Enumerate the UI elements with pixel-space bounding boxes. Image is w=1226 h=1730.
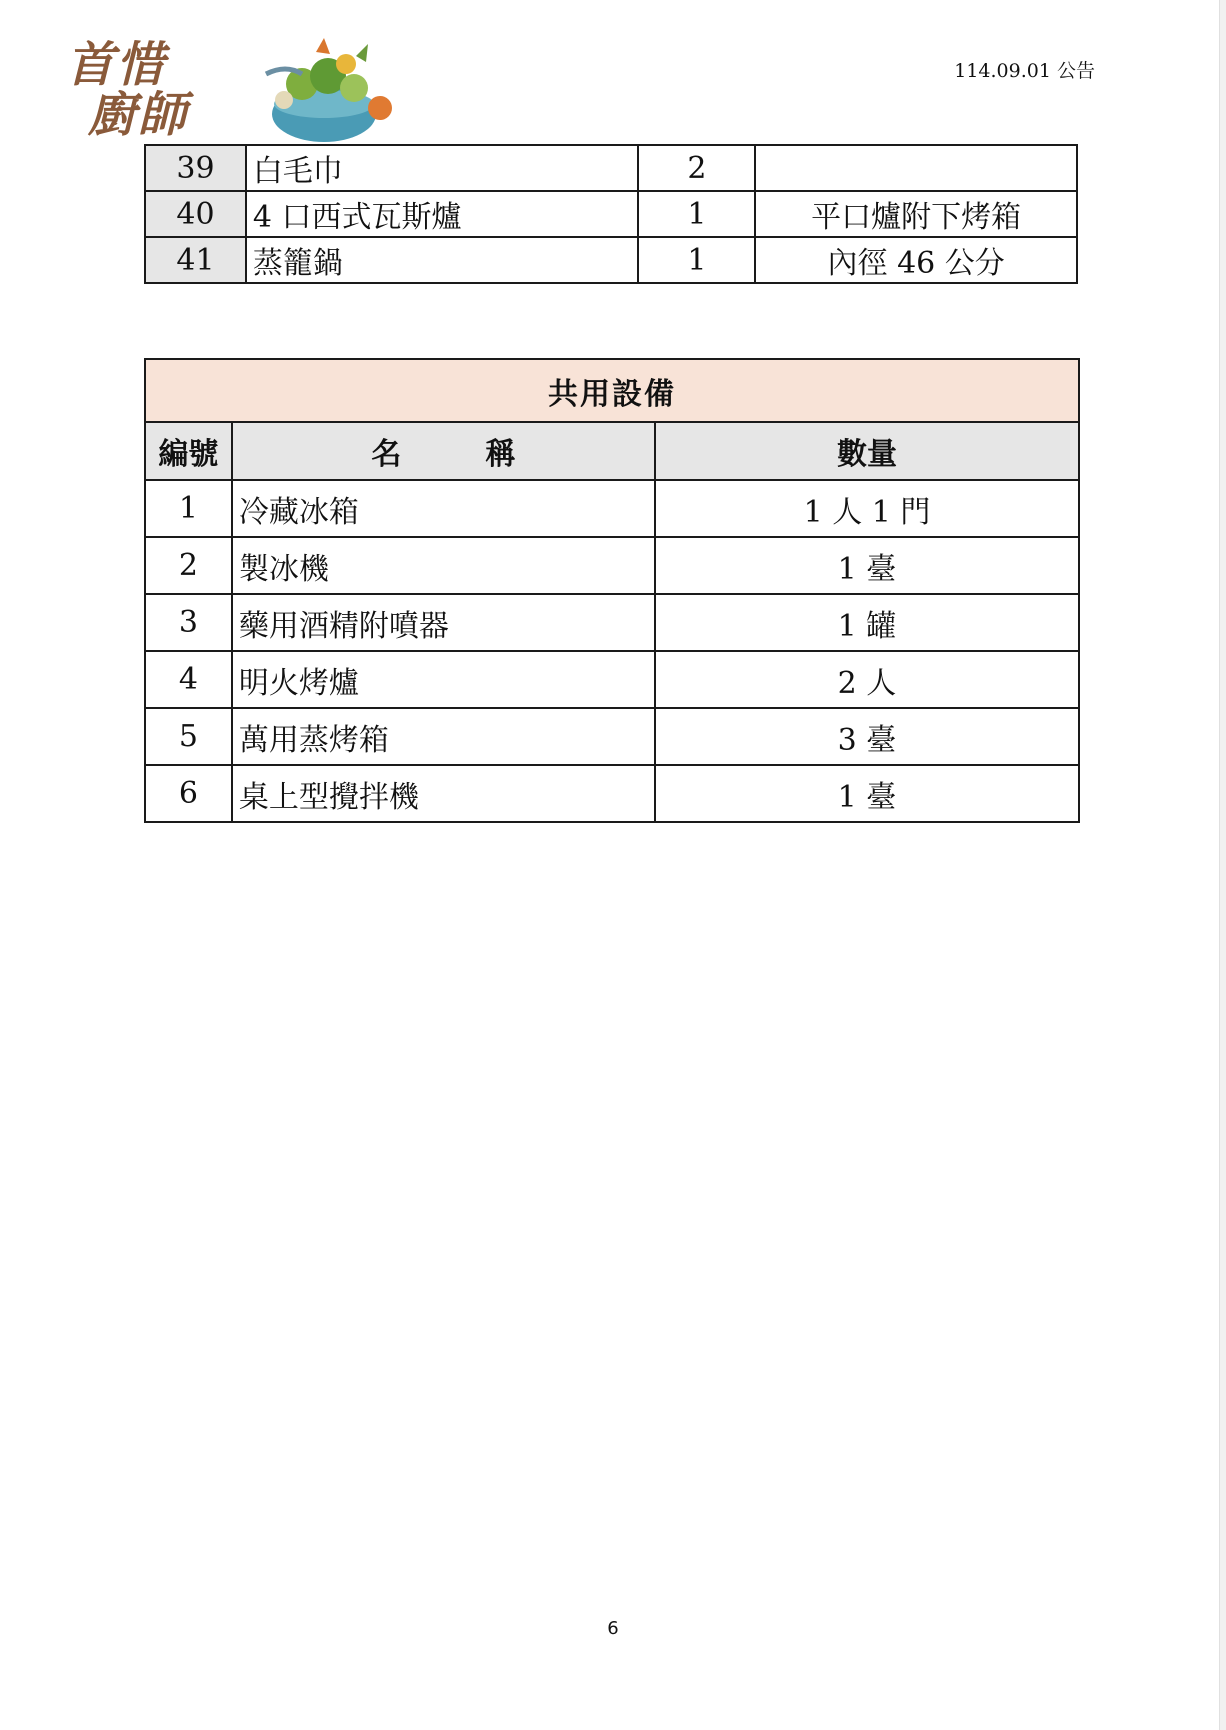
- row-number: 41: [145, 237, 246, 283]
- item-name: 製冰機: [232, 537, 655, 594]
- table-row: [145, 537, 1079, 594]
- item-quantity: 3 臺: [655, 708, 1079, 765]
- item-name: 萬用蒸烤箱: [232, 708, 655, 765]
- item-quantity: 2: [638, 145, 755, 191]
- logo: [66, 34, 336, 146]
- item-name: 桌上型攪拌機: [232, 765, 655, 822]
- row-number: 1: [145, 480, 232, 537]
- table-row: [145, 765, 1079, 822]
- row-number: 3: [145, 594, 232, 651]
- table-row: [145, 594, 1079, 651]
- item-name: 4 口西式瓦斯爐: [246, 191, 639, 237]
- table-title-row: [145, 359, 1079, 422]
- row-number: 39: [145, 145, 246, 191]
- item-quantity: 1 臺: [655, 537, 1079, 594]
- item-name: 蒸籠鍋: [246, 237, 639, 283]
- table-row: [145, 651, 1079, 708]
- column-header-name: [232, 422, 655, 480]
- column-header-name-part2: 稱: [485, 437, 516, 472]
- row-number: 4: [145, 651, 232, 708]
- item-quantity: 1: [638, 191, 755, 237]
- item-note: 平口爐附下烤箱: [755, 191, 1077, 237]
- table-row: [145, 708, 1079, 765]
- page-number: 6: [607, 1618, 619, 1639]
- logo-line-1: 首惜: [66, 37, 167, 93]
- shared-equipment-table: [144, 358, 1080, 823]
- column-header-name-part1: 名: [371, 437, 402, 472]
- column-header-quantity: 數量: [655, 422, 1079, 480]
- table-row: [145, 480, 1079, 537]
- item-note: 內徑 46 公分: [755, 237, 1077, 283]
- item-quantity: 1 臺: [655, 765, 1079, 822]
- item-note: [755, 145, 1077, 191]
- item-name: 白毛巾: [246, 145, 639, 191]
- item-name: 冷藏冰箱: [232, 480, 655, 537]
- row-number: 6: [145, 765, 232, 822]
- item-quantity: 1 人 1 門: [655, 480, 1079, 537]
- column-header-number: 編號: [145, 422, 232, 480]
- row-number: 2: [145, 537, 232, 594]
- table-row: [145, 237, 1077, 283]
- item-quantity: 1: [638, 237, 755, 283]
- table-header-row: [145, 422, 1079, 480]
- equipment-table-continued: [144, 144, 1078, 284]
- page-edge: [1219, 0, 1226, 1730]
- item-quantity: 2 人: [655, 651, 1079, 708]
- row-number: 40: [145, 191, 246, 237]
- vegetable-bowl-icon: [206, 34, 406, 146]
- item-name: 藥用酒精附噴器: [232, 594, 655, 651]
- table-row: [145, 191, 1077, 237]
- table-title: 共用設備: [145, 359, 1079, 422]
- table-row: [145, 145, 1077, 191]
- item-quantity: 1 罐: [655, 594, 1079, 651]
- logo-line-2: 廚師: [88, 87, 189, 143]
- announcement-date: 114.09.01 公告: [954, 60, 1095, 82]
- row-number: 5: [145, 708, 232, 765]
- item-name: 明火烤爐: [232, 651, 655, 708]
